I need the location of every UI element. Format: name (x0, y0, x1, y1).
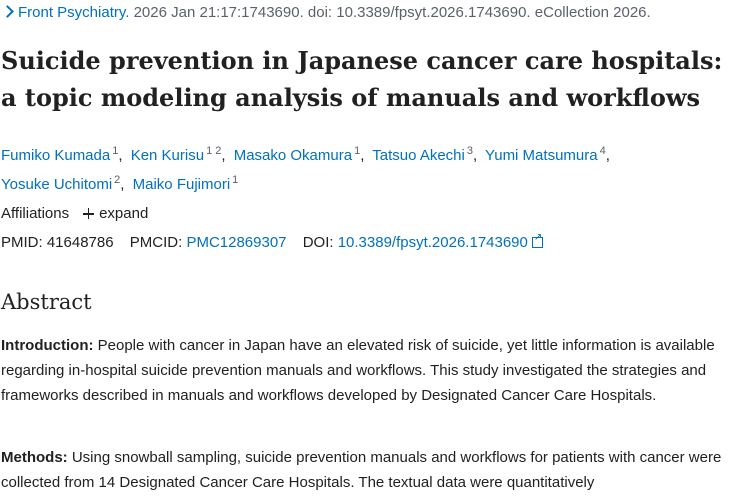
methods-label: Methods: (1, 449, 68, 466)
article-identifiers (1, 234, 543, 251)
abstract-methods (1, 445, 747, 495)
author-separator: , (605, 147, 610, 164)
affiliation-ref[interactable]: 4 (599, 145, 606, 157)
abstract-heading: Abstract (1, 290, 92, 314)
pmcid-link[interactable]: PMC12869307 (186, 234, 287, 251)
affiliation-ref[interactable]: 1 2 (206, 145, 222, 157)
author-link[interactable]: Maiko Fujimori (132, 176, 231, 193)
author-separator: , (472, 147, 478, 164)
affiliations-label: Affiliations (1, 205, 70, 222)
plus-icon[interactable] (83, 208, 94, 219)
citation-line (1, 4, 651, 21)
introduction-label: Introduction: (1, 337, 94, 354)
journal-link[interactable]: Front Psychiatry. (18, 4, 130, 21)
author-list (1, 139, 746, 197)
affiliation-ref[interactable]: 3 (466, 145, 473, 157)
author-separator: , (118, 147, 123, 164)
external-link-icon[interactable] (532, 237, 543, 248)
author-link[interactable]: Tatsuo Akechi (372, 147, 465, 164)
chevron-right-icon[interactable] (1, 5, 14, 18)
abstract-introduction (1, 333, 747, 408)
doi-label: DOI: (302, 234, 334, 251)
author-separator: , (360, 147, 365, 164)
article-title: Suicide prevention in Japanese cancer care hospitals: a topic modeling analysis of manuals and workflows (1, 46, 723, 112)
affiliation-ref[interactable]: 2 (114, 174, 121, 186)
author-separator: , (120, 176, 125, 193)
affiliation-ref[interactable]: 1 (354, 145, 361, 157)
pmid-value: 41648786 (46, 234, 114, 251)
author-link[interactable]: Ken Kurisu (130, 147, 205, 164)
pmid-label: PMID: (1, 234, 43, 251)
expand-label[interactable]: expand (99, 205, 149, 222)
author-separator: , (221, 147, 226, 164)
pmcid-label: PMCID: (129, 234, 183, 251)
affiliations-toggle[interactable] (1, 205, 148, 222)
author-link[interactable]: Masako Okamura (233, 147, 353, 164)
affiliation-ref[interactable]: 1 (112, 145, 119, 157)
author-link[interactable]: Yumi Matsumura (485, 147, 598, 164)
citation-details: 2026 Jan 21:17:1743690. doi: 10.3389/fpsyt.2026.1743690. eCollection 2026. (129, 4, 651, 21)
author-link[interactable]: Yosuke Uchitomi (1, 176, 113, 193)
introduction-text: People with cancer in Japan have an elevated risk of suicide, yet little information is available regarding in-hospital suicide prevention manuals and workflows. This study investigated the strategies and frameworks described in manuals and workflows developed by Designated Cancer Care Hospitals. (1, 337, 715, 404)
affiliation-ref[interactable]: 1 (232, 174, 239, 186)
doi-link[interactable]: 10.3389/fpsyt.2026.1743690 (337, 234, 528, 251)
methods-text: Using snowball sampling, suicide prevention manuals and workflows for patients with cancer were collected from 14 Designated Cancer Care Hospitals. The textual data were quantitatively (1, 449, 722, 491)
author-link[interactable]: Fumiko Kumada (1, 147, 111, 164)
